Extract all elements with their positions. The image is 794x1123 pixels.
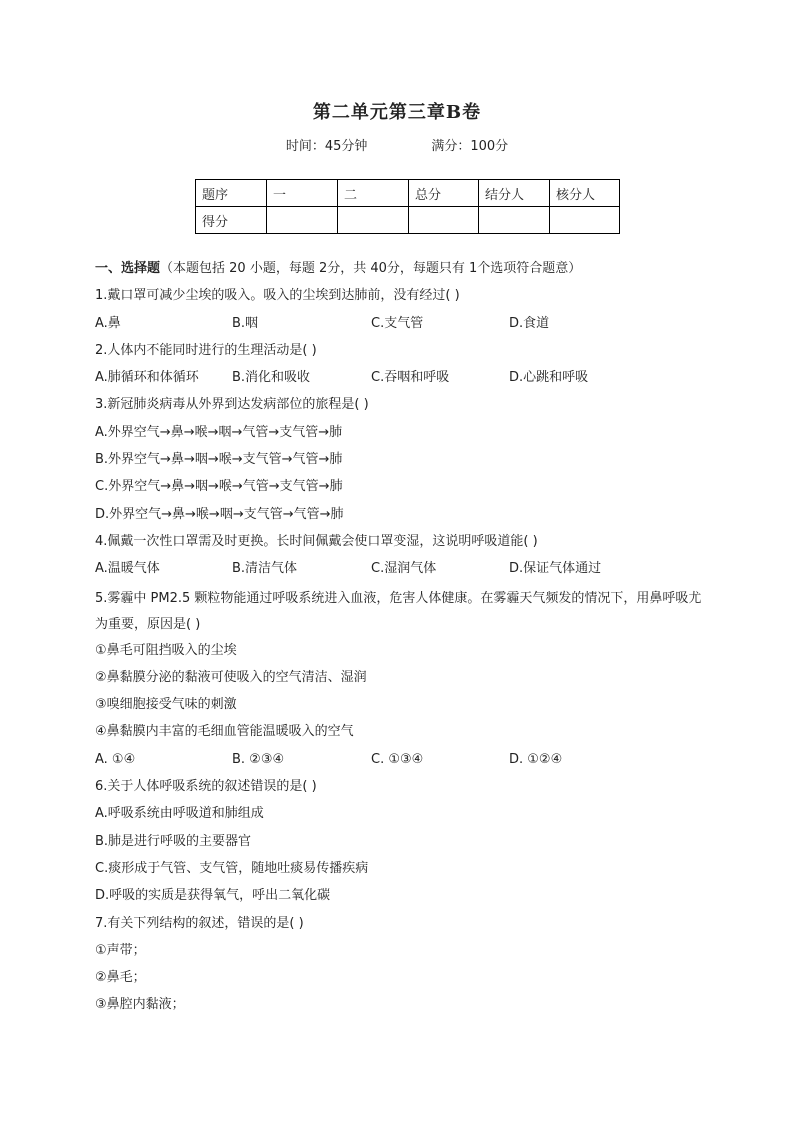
option-b: B.外界空气→鼻→咽→喉→支气管→气管→肺 <box>95 452 343 468</box>
question-stem: 3.新冠肺炎病毒从外界到达发病部位的旅程是( ) <box>95 397 369 413</box>
question-stem: 4.佩戴一次性口罩需及时更换。长时间佩戴会使口罩变湿，这说明呼吸道能( ) <box>95 533 538 549</box>
option-d: D.外界空气→鼻→喉→咽→支气管→气管→肺 <box>95 506 344 522</box>
exam-full-score: 满分：100分 <box>431 139 509 154</box>
table-cell: 结分人 <box>479 180 550 207</box>
option-row <box>95 313 705 340</box>
table-cell: 得分 <box>196 207 267 234</box>
option-a: A.外界空气→鼻→喉→咽→气管→支气管→肺 <box>95 424 343 440</box>
option-c: C. ①③④ <box>371 751 424 767</box>
statement: ③鼻腔内黏液； <box>95 997 185 1013</box>
table-cell: 总分 <box>409 180 479 207</box>
option-row <box>95 558 705 585</box>
score-table-score-row <box>196 207 620 234</box>
question-stem: 1.戴口罩可减少尘埃的吸入。吸入的尘埃到达肺前，没有经过( ) <box>95 288 460 304</box>
option-d: D.食道 <box>509 315 550 331</box>
option-d: D.呼吸的实质是获得氧气，呼出二氧化碳 <box>95 888 331 904</box>
option-b: B. ②③④ <box>232 751 285 767</box>
question-stem: 2.人体内不能同时进行的生理活动是( ) <box>95 342 317 358</box>
statement: ①鼻毛可阻挡吸入的尘埃 <box>95 642 237 658</box>
option-d: D.保证气体通过 <box>509 561 602 577</box>
page-title: 第二单元第三章B卷 <box>312 102 482 123</box>
score-table <box>195 179 620 234</box>
section-note: （本题包括 20 小题，每题 2分，共 40分，每题只有 1个选项符合题意） <box>160 261 582 276</box>
option-b: B.肺是进行呼吸的主要器官 <box>95 833 252 849</box>
option-b: B.咽 <box>232 315 259 331</box>
option-d: D. ①②④ <box>509 751 563 767</box>
statement: ④鼻黏膜内丰富的毛细血管能温暖吸入的空气 <box>95 724 354 740</box>
table-cell: 二 <box>338 180 409 207</box>
option-d: D.心跳和呼吸 <box>509 370 589 386</box>
table-cell: 题序 <box>196 180 267 207</box>
option-c: C.支气管 <box>371 315 424 331</box>
question-stem: 7.有关下列结构的叙述，错误的是( ) <box>95 915 304 931</box>
option-row <box>95 367 705 394</box>
option-a: A.温暖气体 <box>95 561 160 577</box>
option-c: C.痰形成于气管、支气管，随地吐痰易传播疾病 <box>95 860 369 876</box>
exam-time: 时间：45分钟 <box>285 139 368 154</box>
question-stem: 5.雾霾中 PM2.5 颗粒物能通过呼吸系统进入血液，危害人体健康。在雾霾天气频发的情况下，用鼻呼吸尤为重要，原因是( ) <box>95 590 702 632</box>
option-c: C.外界空气→鼻→咽→喉→气管→支气管→肺 <box>95 479 343 495</box>
statement: ①声带； <box>95 942 146 958</box>
question-stem: 6.关于人体呼吸系统的叙述错误的是( ) <box>95 779 317 795</box>
section-heading <box>95 258 705 285</box>
option-b: B.清洁气体 <box>232 561 298 577</box>
option-c: C.湿润气体 <box>371 561 437 577</box>
option-b: B.消化和吸收 <box>232 370 311 386</box>
score-input-cell[interactable] <box>338 207 409 234</box>
score-input-cell[interactable] <box>409 207 479 234</box>
option-a: A.鼻 <box>95 315 121 331</box>
option-a: A.呼吸系统由呼吸道和肺组成 <box>95 806 264 822</box>
statement: ③嗅细胞接受气味的刺激 <box>95 697 237 713</box>
option-a: A.肺循环和体循环 <box>95 370 199 386</box>
option-a: A. ①④ <box>95 751 136 767</box>
score-input-cell[interactable] <box>479 207 550 234</box>
option-row <box>95 749 705 776</box>
statement: ②鼻毛； <box>95 970 146 986</box>
score-table-header-row <box>196 180 620 207</box>
question-list <box>95 258 705 1022</box>
table-cell: 核分人 <box>550 180 620 207</box>
option-c: C.吞咽和呼吸 <box>371 370 450 386</box>
statement: ②鼻黏膜分泌的黏液可使吸入的空气清洁、湿润 <box>95 669 367 685</box>
section-title: 一、选择题 <box>95 261 161 276</box>
table-cell: 一 <box>267 180 338 207</box>
score-input-cell[interactable] <box>550 207 620 234</box>
score-input-cell[interactable] <box>267 207 338 234</box>
exam-meta <box>0 135 794 154</box>
